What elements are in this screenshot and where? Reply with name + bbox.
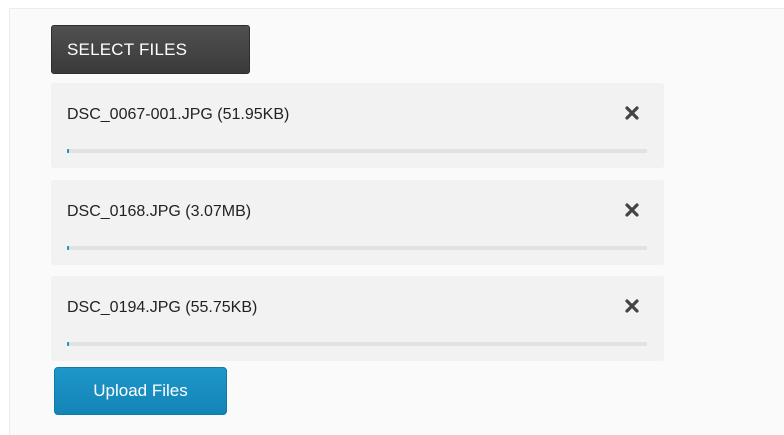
select-files-button[interactable]: SELECT FILES — [51, 25, 250, 74]
upload-progress-fill — [67, 149, 69, 153]
upload-progress-bar — [67, 246, 647, 250]
file-item — [51, 180, 664, 265]
remove-file-button[interactable] — [621, 101, 643, 125]
file-name-label: DSC_0168.JPG (3.07MB) — [67, 203, 252, 220]
upload-progress-fill — [67, 342, 69, 346]
close-icon — [624, 202, 640, 218]
file-name-label: DSC_0067-001.JPG (51.95KB) — [67, 106, 290, 123]
upload-progress-fill — [67, 246, 69, 250]
file-name-label: DSC_0194.JPG (55.75KB) — [67, 299, 258, 316]
remove-file-button[interactable] — [621, 294, 643, 318]
remove-file-button[interactable] — [621, 198, 643, 222]
close-icon — [624, 298, 640, 314]
file-item — [51, 276, 664, 361]
upload-files-button[interactable]: Upload Files — [54, 367, 227, 415]
close-icon — [624, 105, 640, 121]
upload-progress-bar — [67, 149, 647, 153]
upload-progress-bar — [67, 342, 647, 346]
file-item — [51, 83, 664, 168]
